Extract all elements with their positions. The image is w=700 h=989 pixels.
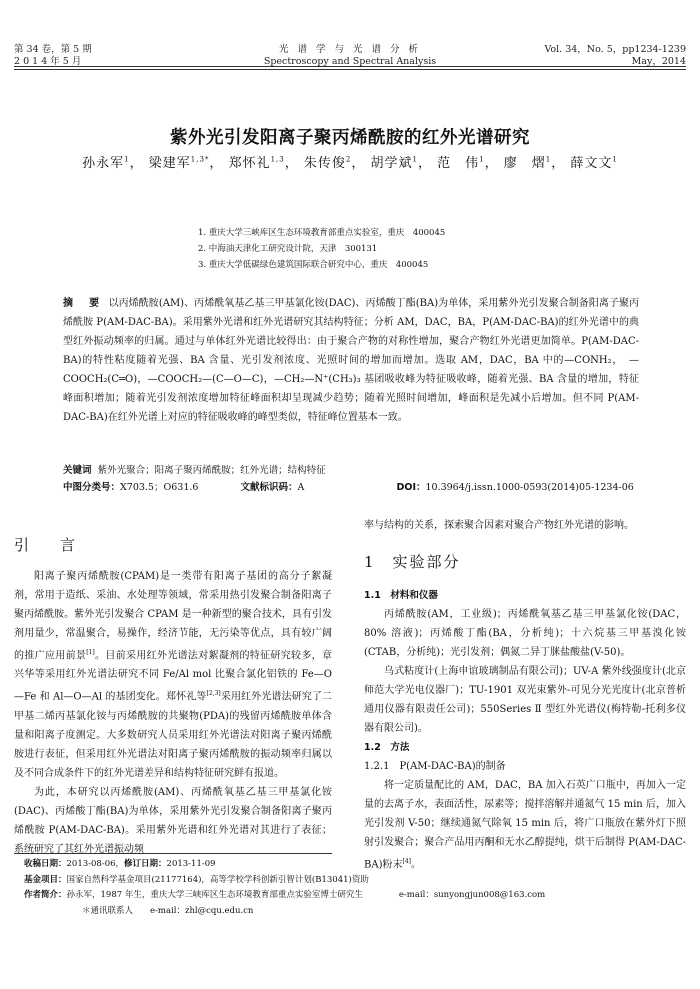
method-heading: 1.2 方法 xyxy=(364,742,410,753)
author-bio-line: 作者简介：孙永军，1987 年生，重庆大学三峡库区生态环境教育部重点实验室博士研究生 e-mail：sunyongjun008@163.com xyxy=(24,890,546,900)
materials-heading: 1.1 材料和仪器 xyxy=(364,590,438,601)
author: 朱传俊$^2$ xyxy=(303,155,352,171)
author: 孙永军$^1$ xyxy=(82,155,130,171)
right-column xyxy=(364,516,686,874)
left-column xyxy=(14,536,332,859)
author-list: 孙永军$^1$， 梁建军$^{1,3*}$， 郑怀礼$^{1,3}$， 朱传俊$^2$， 胡学斌$^1$， 范 伟$^1$， 廖 熠$^1$， 薛文文$^1$ xyxy=(82,155,618,171)
affiliation: 2. 中海油天津化工研究设计院，天津 300131 xyxy=(198,244,378,254)
intro-heading: 引 言 xyxy=(14,536,84,554)
journal-name-cn: 光 谱 学 与 光 谱 分 析 xyxy=(278,44,422,55)
volume-line: 第 34 卷，第 5 期 xyxy=(14,44,92,55)
abstract-text: 以丙烯酰胺(AM)、丙烯酰氧基乙基三甲基氯化铵(DAC)、丙烯酸丁酯(BA)为单体，采用紫外光引发聚合制备阳离子聚丙烯酰胺 P(AM-DAC-BA)。采用紫外光谱和红外光谱研究其结构特征；分析 AM，DAC，BA，P(AM-DAC-BA)的红外光谱中的典型红外振动频率的归属。通过与单体红外光谱比较得出：由于聚合产物的对称性增加，聚合产物红外光谱更加简单。P(AM-DAC-BA)的特性粘度随着光强、BA 含量、光引发剂浓度、光照时间的增加而增加。选取 AM，DAC，BA 中的—CONH₂， —COOCH₂(C═O)，—COOCH₂—(C—O—C)，—CH₂—N⁺(CH₃)₃ 基团吸收峰为特征吸收峰，随着光强、BA 含量的增加，特征峰面积增加；随着光引发剂浓度增加特征峰面积却呈现减少趋势；随着光照时间增加，峰面积是先减小后增加。但不同 P(AM-DAC-BA)在红外光谱上对应的特征吸收峰的峰型类似，特征峰位置基本一致。 xyxy=(63,298,639,423)
abstract xyxy=(63,294,639,427)
volume-issue xyxy=(14,44,92,68)
intro-continued: 率与结构的关系，探索聚合因素对聚合产物红外光谱的影响。 xyxy=(364,520,634,531)
author: 廖 熠$^1$ xyxy=(503,155,552,171)
affiliation: 1. 重庆大学三峡库区生态环境教育部重点实验室，重庆 400045 xyxy=(198,228,446,238)
journal-name xyxy=(200,44,500,68)
keywords: 关键词 紫外光聚合；阳离子聚丙烯酰胺；红外光谱；结构特征 xyxy=(63,465,326,476)
month-year: May，2014 xyxy=(631,56,686,67)
author: 梁建军$^{1,3*}$ xyxy=(148,155,210,171)
keywords-block xyxy=(63,462,639,496)
page-range xyxy=(544,44,686,68)
header-rule-thin xyxy=(14,69,686,70)
materials-paragraph: 丙烯酰胺(AM，工业级)；丙烯酰氧基乙基三甲基氯化铵(DAC，80% 溶液)；丙烯酸丁酯(BA，分析纯)；十六烷基三甲基溴化铵(CTAB，分析纯)；光引发剂；偶氮二异丁脒盐酸盐(V-50)。 xyxy=(364,609,686,658)
corresponding-author: ＊通讯联系人 e-mail：zhl@cqu.edu.cn xyxy=(82,905,254,916)
experiment-heading: 1 实验部分 xyxy=(364,553,461,571)
affiliation: 3. 重庆大学低碳绿色建筑国际联合研究中心，重庆 400045 xyxy=(198,260,429,270)
intro-paragraph: 阳离子聚丙烯酰胺(CPAM)是一类带有阳离子基团的高分子絮凝剂，常用于造纸、采油、水处理等领域，常采用热引发聚合制备阳离子聚丙烯酰胺。紫外光引发聚合 CPAM 是一种新型的聚合技术，具有引发剂用量少，常温聚合，易操作，经济节能，无污染等优点，具有较广阔的推广应用前景[1]。目前采用红外光谱法对絮凝剂的特征研究较多，章兴华等采用红外光谱法研究不同 Fe/Al mol 比聚合氯化铝铁的 Fe—O—Fe 和 Al—O—Al 的基团变化。郑怀礼等[2,3]采用红外光谱法研究了二甲基二烯丙基氯化铵与丙烯酰胺的共聚物(PDA)的残留丙烯酰胺单体含量和阳离子度测定。大多数研究人员采用红外光谱法对阳离子聚丙烯酰胺进行表征，但采用红外光谱法对阳离子聚丙烯酰胺的振动频率归属以及不同合成条件下的红外光谱差异和结构特征研究鲜有报道。 xyxy=(14,571,333,779)
author: 薛文文$^1$ xyxy=(570,155,618,171)
fund-line: 基金项目：国家自然科学基金项目(21177164)，高等学校学科创新引智计划(B13041)资助 xyxy=(24,874,369,885)
preparation-heading: 1.2.1 P(AM-DAC-BA)的制备 xyxy=(364,761,506,772)
intro-paragraph-2: 为此，本研究以丙烯酰胺(AM)、丙烯酰氧基乙基三甲基氯化铵(DAC)、丙烯酸丁酯(BA)为单体，采用紫外光引发聚合制备阳离子聚丙烯酰胺 P(AM-DAC-BA)。采用紫外光谱和红外光谱对其进行了表征；系统研究了其红外光谱振动频 xyxy=(14,786,332,855)
journal-name-en: Spectroscopy and Spectral Analysis xyxy=(263,56,437,67)
paper-title: 紫外光引发阳离子聚丙烯酰胺的红外光谱研究 xyxy=(170,128,530,148)
classification: 中图分类号：X703.5；O631.6 文献标识码：A DOI：10.3964/j.issn.1000-0593(2014)05-1234-06 xyxy=(63,482,634,493)
header-rule xyxy=(14,66,686,67)
affiliations xyxy=(198,225,618,273)
author: 郑怀礼$^{1,3}$ xyxy=(228,155,285,171)
footnotes xyxy=(24,857,674,919)
author: 范 伟$^1$ xyxy=(437,155,485,171)
date-line: 2 0 1 4 年 5 月 xyxy=(14,56,82,67)
dates-line: 收稿日期：2013-08-06，修订日期：2013-11-09 xyxy=(24,859,216,869)
abstract-label: 摘 要 xyxy=(63,298,103,309)
instruments-paragraph: 乌式粘度计(上海申谊玻璃制品有限公司)；UV-A 紫外线强度计(北京师范大学光电仪器厂)；TU-1901 双光束紫外-可见分光光度计(北京普析通用仪器有限责任公司)；550Series Ⅱ 型红外光谱仪(梅特勒-托利多仪器有限公司)。 xyxy=(364,666,686,734)
footnote-rule xyxy=(14,853,332,854)
method-paragraph: 将一定质量配比的 AM，DAC，BA 加入石英广口瓶中，再加入一定量的去离子水，表面活性，尿素等；搅拌溶解并通氮气 15 min 后，加入光引发剂 V-50；继续通氮气除氧 15 min 后，将广口瓶放在紫外灯下照射引发聚合；聚合产品用丙酮和无水乙醇提纯，烘干后制得 P(AM-DAC-BA)粉末[4]。 xyxy=(364,780,686,871)
author-email[interactable]: e-mail：sunyongjun008@163.com xyxy=(398,890,546,900)
vol-pages: Vol. 34，No. 5，pp1234-1239 xyxy=(544,44,686,55)
author: 胡学斌$^1$ xyxy=(370,155,418,171)
